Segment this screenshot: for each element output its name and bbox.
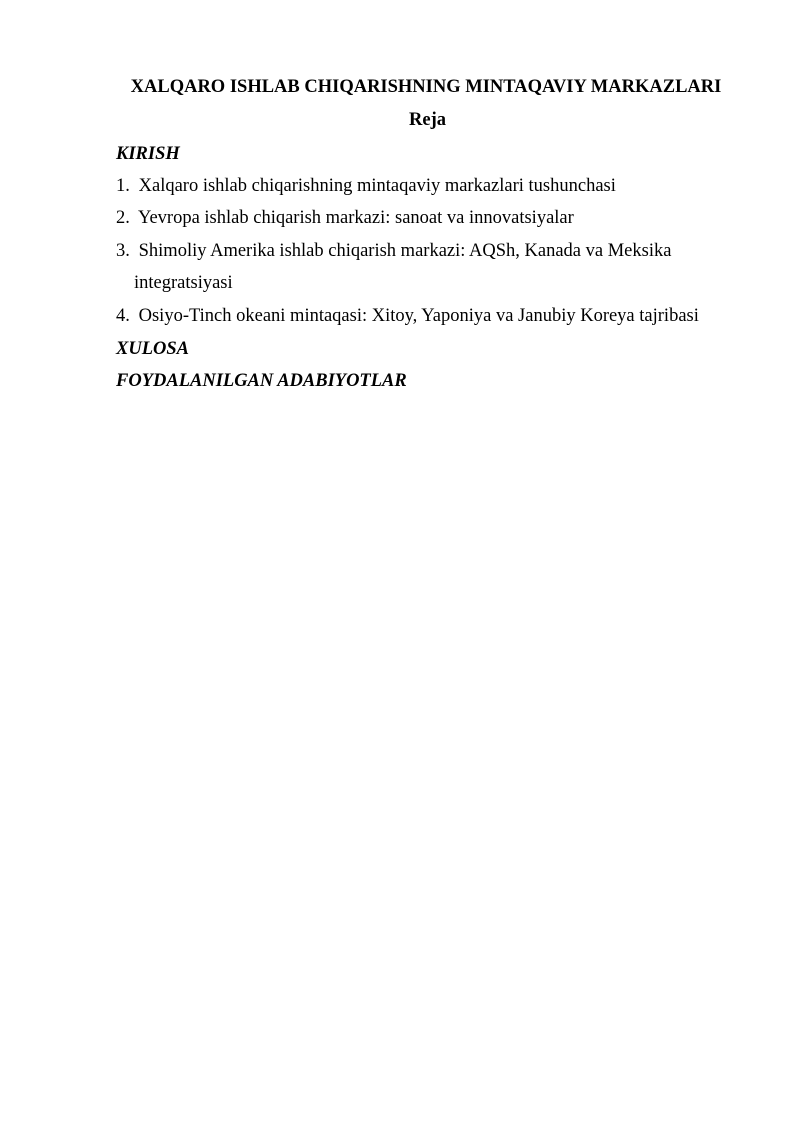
plan-item-text: Osiyo-Tinch okeani mintaqasi: Xitoy, Yaponiya va Janubiy Koreya tajribasi <box>138 306 699 326</box>
document-title: XALQARO ISHLAB CHIQARISHNING MINTAQAVIY MARKAZLARI <box>130 77 722 97</box>
plan-item-1 <box>116 175 616 197</box>
plan-item-text: Xalqaro ishlab chiqarishning mintaqaviy markazlari tushunchasi <box>138 176 616 196</box>
plan-item-text: Shimoliy Amerika ishlab chiqarish markazi: AQSh, Kanada va Meksika <box>138 241 672 261</box>
references-heading: FOYDALANILGAN ADABIYOTLAR <box>116 371 407 391</box>
plan-item-2 <box>116 207 574 229</box>
plan-item-3 <box>116 240 671 262</box>
plan-item-text: Yevropa ishlab chiqarish markazi: sanoat va innovatsiyalar <box>137 208 574 228</box>
plan-item-number: 1. <box>116 176 130 196</box>
intro-heading: KIRISH <box>116 144 180 164</box>
plan-item-3-continuation: integratsiyasi <box>134 273 233 293</box>
plan-item-4 <box>116 305 699 327</box>
plan-item-number: 2. <box>116 208 130 228</box>
conclusion-heading: XULOSA <box>116 339 189 359</box>
plan-heading: Reja <box>409 110 446 130</box>
plan-item-number: 3. <box>116 241 130 261</box>
plan-item-number: 4. <box>116 306 130 326</box>
